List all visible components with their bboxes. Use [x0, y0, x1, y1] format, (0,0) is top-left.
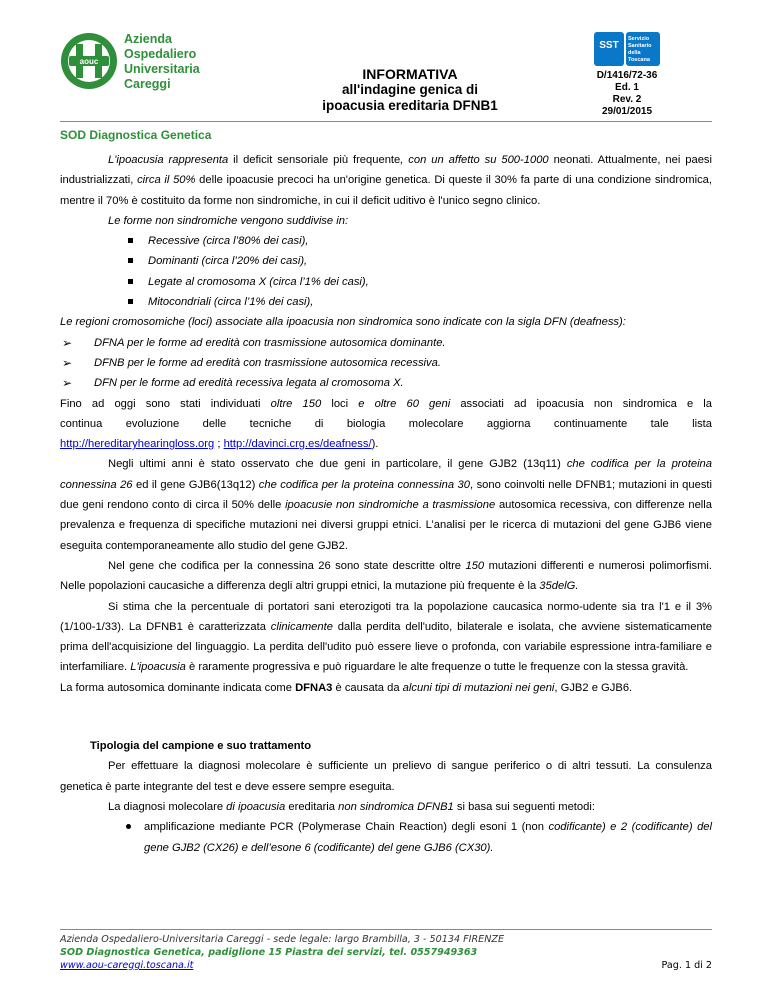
dfna3-paragraph: La forma autosomica dominante indicata come DFNA3 è causata da alcuni tipi di mutazioni nei geni, GJB2 e GJB6.	[60, 681, 633, 694]
sst-logo-icon	[592, 30, 662, 70]
list-item: ➢ DFNB per le forme ad eredità con trasmissione autosomica recessiva.	[60, 353, 712, 373]
list-item: Dominanti (circa l’20% dei casi),	[60, 251, 712, 271]
genes-paragraph: Fino ad oggi sono stati individuati oltre 150 loci e oltre 60 geni associati ad ipoacusia non sindromica e la	[60, 397, 712, 410]
logo-line: Careggi	[124, 77, 171, 91]
doc-code: D/1416/72-36	[596, 70, 658, 81]
footer-department: SOD Diagnostica Genetica, padiglione 15 Piastra dei servizi, tel. 0557949363	[60, 947, 478, 958]
footer-address: Azienda Ospedaliero-Universitaria Careggi - sede legale: largo Brambilla, 3 - 50134 FIRENZE	[60, 934, 505, 945]
genes-links: http://hereditaryhearingloss.org ; http://davinci.crg.es/deafness/).	[60, 438, 379, 451]
gjb2-paragraph: Negli ultimi anni è stato osservato che due geni in particolare, il gene GJB2 (13q11) che codifica per la proteina connessina 26 ed il gene GJB6(13q12) che codifica per la proteina connessina 30, sono coinvolti nelle DFNB1; mutazioni in questi due geni rendono conto di circa il 50% delle ipoacusie non sindromiche a trasmissione autosomica recessiva, con differenze nella prevalenza e frequenza di specifiche mutazioni nei diversi gruppi etnici. L’analisi per le ricerca di mutazioni del gene GJB6 viene eseguita contemporaneamente allo studio del gene GJB2.	[60, 458, 713, 552]
list-item: Legate al cromosoma X (circa l’1% dei casi),	[60, 272, 712, 292]
page-number: Pag. 1 di 2	[661, 960, 712, 971]
list-item: ➢ DFNA per le forme ad eredità con trasmissione autosomica dominante.	[60, 333, 712, 353]
section-title: SOD Diagnostica Genetica	[60, 128, 212, 142]
doc-edition: Ed. 1	[615, 82, 639, 93]
genes-paragraph-line: continua evoluzione delle tecniche di biologia molecolare aggiorna continuamente tale lista	[60, 417, 712, 430]
methods-paragraph: La diagnosi molecolare di ipoacusia ereditaria non sindromica DFNB1 si basa sui seguenti metodi:	[108, 800, 595, 813]
list-item: amplificazione mediante PCR (Polymerase Chain Reaction) degli esoni 1 (non codificante) e 2 (codificante) del gene GJB2 (CX26) e dell’esone 6 (codificante) del gene GJB6 (CX30).	[60, 817, 712, 858]
document-body	[60, 150, 712, 858]
sst-logo-line: della	[628, 50, 641, 56]
arrow-bullet-icon: ➢	[62, 335, 73, 350]
sst-logo-line: Servizio	[628, 36, 650, 42]
title-line: ipoacusia ereditaria DFNB1	[322, 98, 498, 113]
intro-paragraph: L'ipoacusia rappresenta il deficit sensoriale più frequente, con un affetto su 500-1000 neonati. Attualmente, nei paesi industrializzati, circa il 50% delle ipoacusie precoci ha un'origine genetica. Di queste il 30% fa parte di una condizione sindromica, mentre il 70% è costituito da forme non sindromiche, in cui il deficit uditivo è l'unico segno clinico.	[60, 154, 713, 207]
list-item: Recessive (circa l’80% dei casi),	[60, 231, 712, 251]
footer-divider	[60, 929, 712, 930]
doc-revision: Rev. 2	[612, 94, 642, 105]
arrow-bullet-icon: ➢	[62, 376, 73, 391]
aouc-emblem-icon	[60, 32, 118, 90]
forms-intro: Le forme non sindromiche vengono suddivise in:	[108, 214, 349, 227]
title-line: INFORMATIVA	[362, 66, 458, 82]
doc-date: 29/01/2015	[601, 106, 653, 117]
logo-wordmark	[124, 32, 200, 92]
sst-logo-mark: SST	[599, 40, 619, 51]
list-item: Mitocondriali (circa l’1% dei casi),	[60, 292, 712, 312]
arrow-bullet-icon: ➢	[62, 355, 73, 370]
page-footer	[60, 933, 712, 972]
list-item: ➢ DFN per le forme ad eredità recessiva legata al cromosoma X.	[60, 373, 712, 393]
document-metadata	[586, 70, 668, 118]
loci-intro: Le regioni cromosomiche (loci) associate alla ipoacusia non sindromica sono indicate con la sigla DFN (deafness):	[60, 316, 626, 329]
header-divider	[60, 121, 712, 122]
logo-monogram: aouc	[79, 57, 99, 66]
logo-line: Azienda	[124, 32, 172, 46]
link-davinci[interactable]: http://davinci.crg.es/deafness/	[223, 438, 372, 451]
link-hereditaryhearingloss[interactable]: http://hereditaryhearingloss.org	[60, 438, 215, 451]
aouc-logo	[60, 32, 210, 102]
title-line: all'indagine genica di	[342, 82, 478, 97]
carriers-paragraph: Si stima che la percentuale di portatori sani eterozigoti tra la popolazione caucasica normo-udente sia tra l'1 e il 3% (1/100-1/33). La DFNB1 è caratterizzata clinicamente dalla perdita dell'udito, bilaterale e isolata, che avviene sistematicamente prima dell'acquisizione del linguaggio. La perdita dell'udito può essere lieve o profonda, con variabile espressione intra-familiare e interfamiliare. L'ipoacusia è raramente progressiva e può riguardare le alte frequenze o tutte le frequenze con la stessa gravità.	[60, 600, 713, 674]
spacer	[60, 698, 712, 736]
cx26-paragraph: Nel gene che codifica per la connessina 26 sono state descritte oltre 150 mutazioni differenti e numerosi polimorfismi. Nelle popolazioni caucasiche a differenza degli altri gruppi etnici, la mutazione più frequente è la 35delG.	[60, 559, 712, 593]
sst-logo-line: Toscana	[628, 57, 650, 63]
sample-paragraph: Per effettuare la diagnosi molecolare è sufficiente un prelievo di sangue periferico o di altri tessuti. La consulenza genetica è parte integrante del test e deve essere sempre eseguita.	[60, 760, 712, 793]
sample-section-title: Tipologia del campione e suo trattamento	[90, 740, 312, 753]
footer-website-link[interactable]: www.aou-careggi.toscana.it	[60, 960, 194, 971]
document-title	[290, 66, 530, 114]
logo-line: Universitaria	[124, 62, 200, 76]
sst-logo-line: Sanitario	[628, 43, 652, 49]
logo-line: Ospedaliero	[124, 47, 197, 61]
